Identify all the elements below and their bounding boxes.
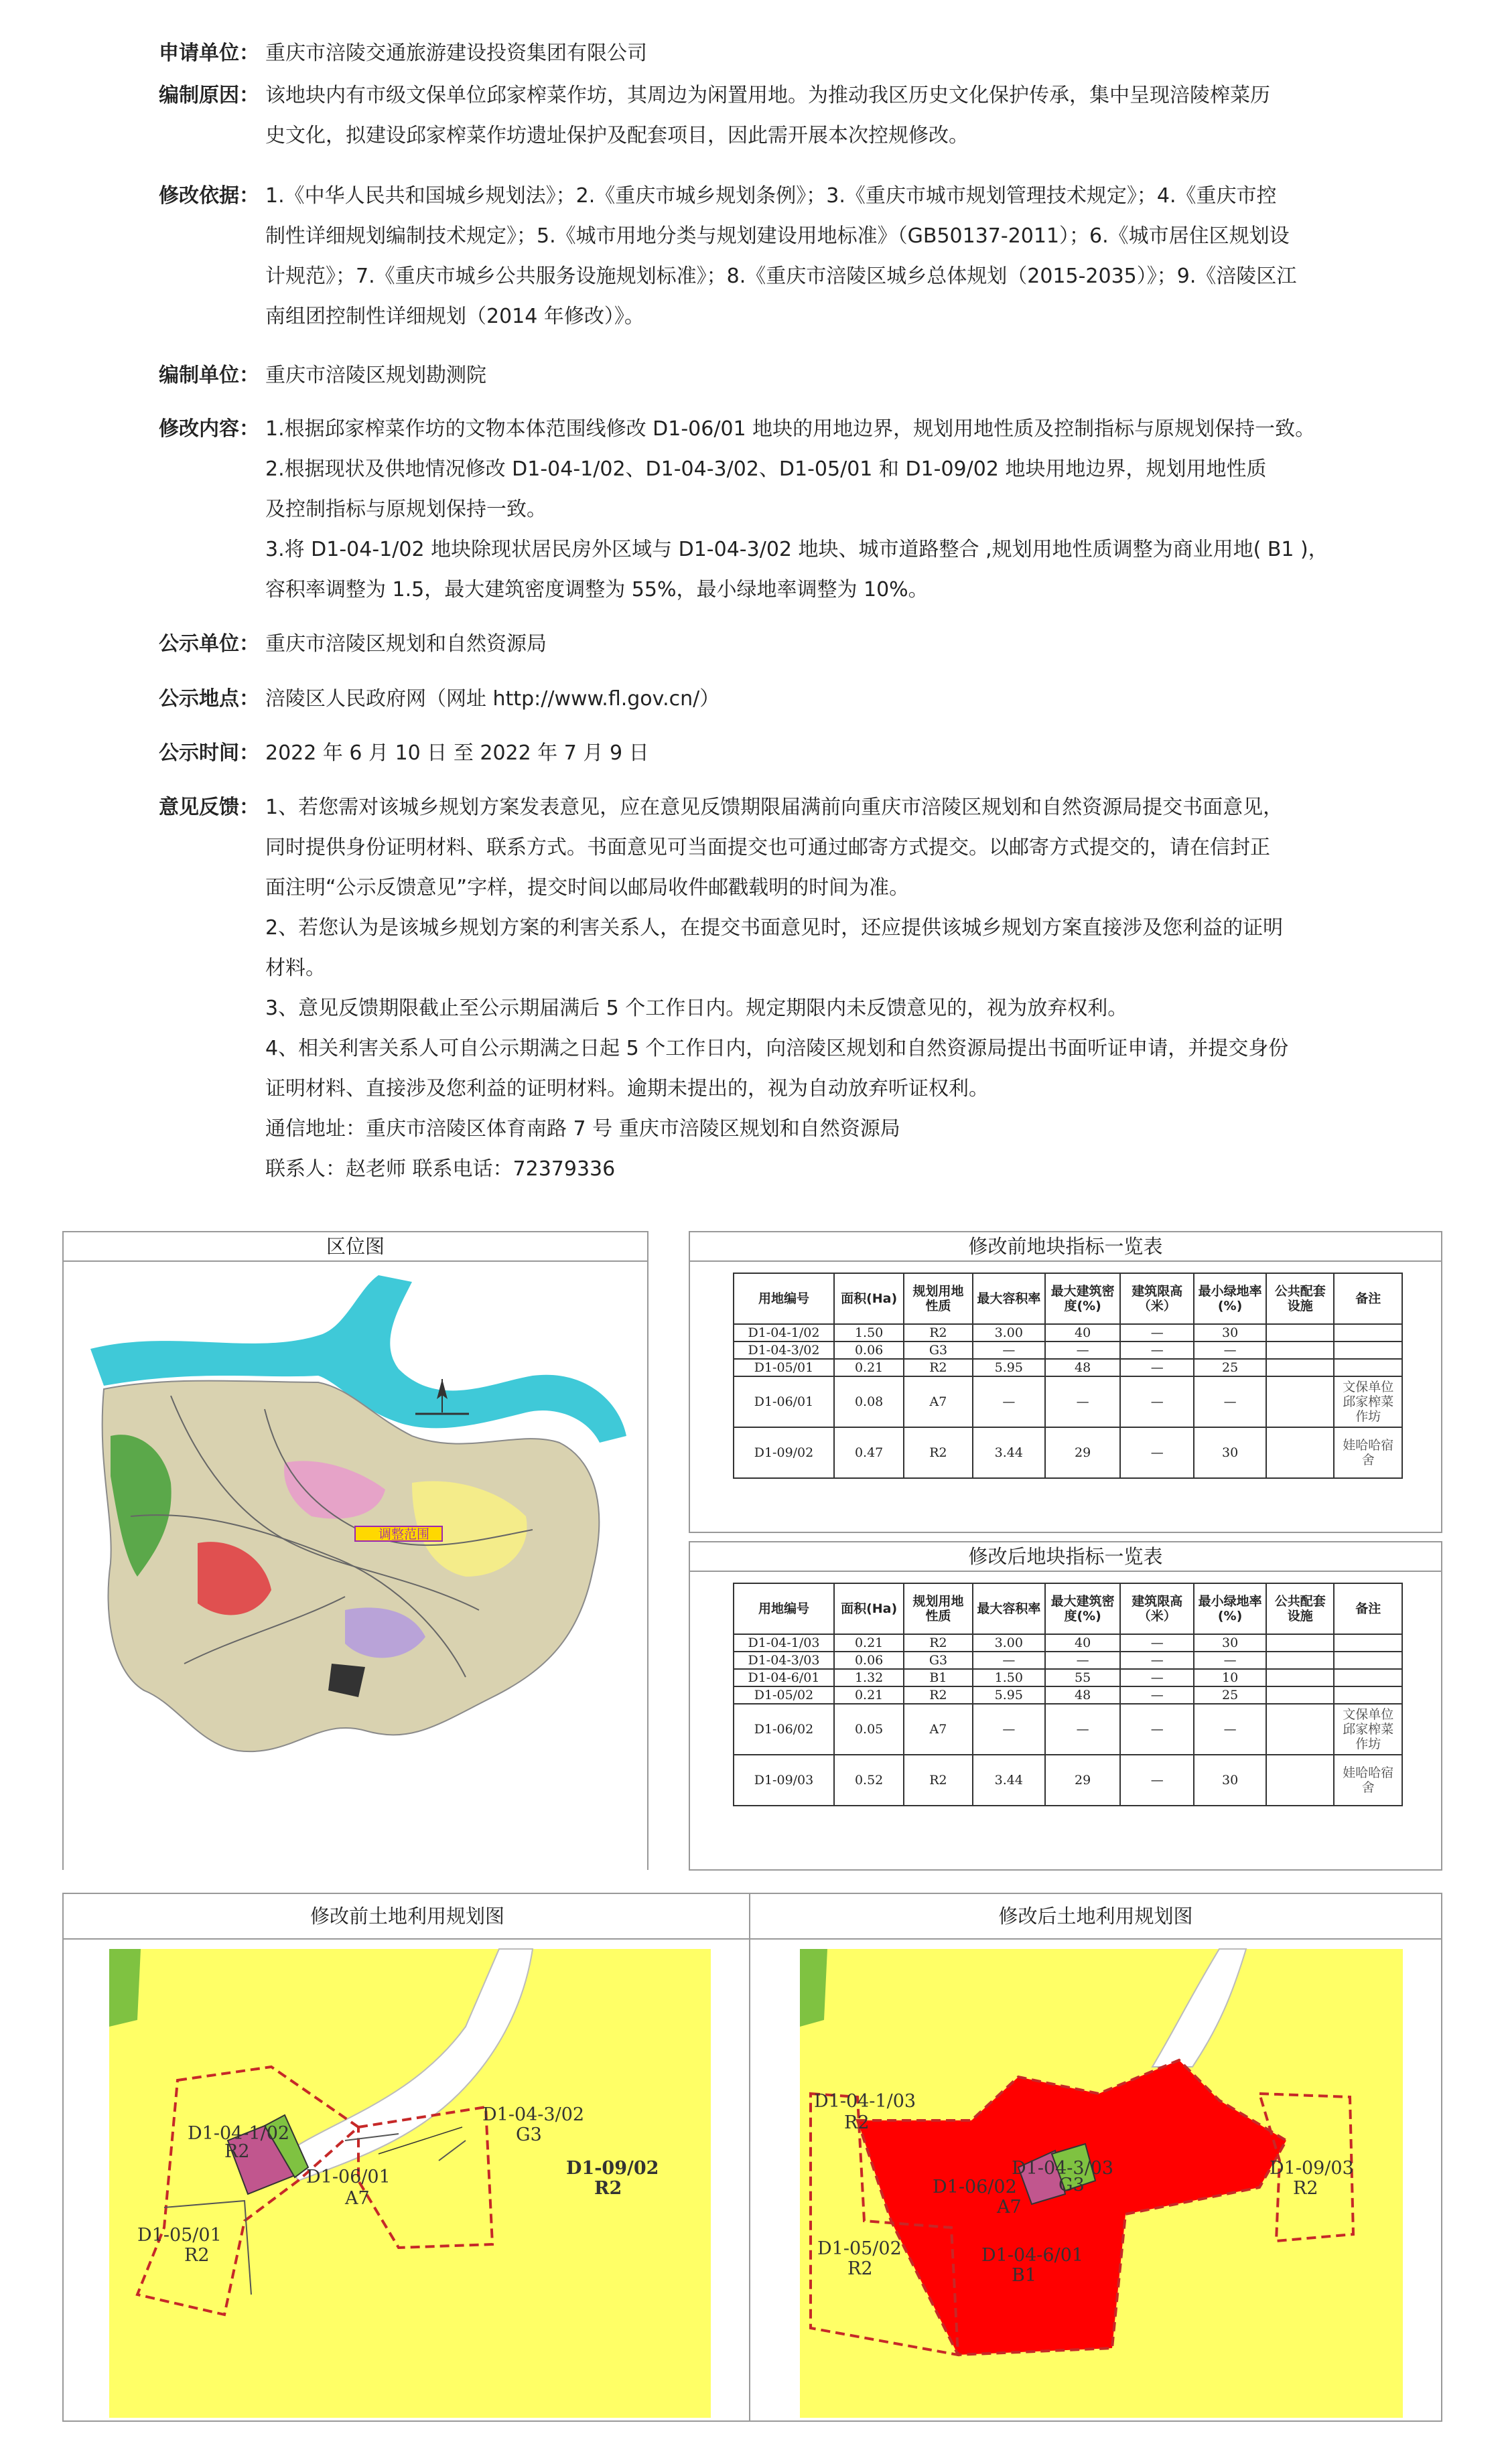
- table-cell: —: [973, 1704, 1045, 1755]
- notice-line: 面注明“公示反馈意见”字样，提交时间以邮局收件邮戳载明的时间为准。: [265, 876, 910, 899]
- location-map-title: 区位图: [64, 1232, 647, 1262]
- notice-line: 4、相关利害关系人可自公示期满之日起 5 个工作日内，向涪陵区规划和自然资源局提出书面听证申请，并提交身份: [265, 1037, 1289, 1060]
- table-cell: 1.50: [834, 1324, 904, 1342]
- table-cell: —: [1120, 1755, 1194, 1806]
- table-cell: 0.08: [834, 1376, 904, 1427]
- after-index-table: [733, 1583, 1403, 1806]
- notice-line: 及控制指标与原规划保持一致。: [265, 498, 547, 521]
- table-cell: 30: [1194, 1324, 1266, 1342]
- table-cell: —: [1120, 1376, 1194, 1427]
- table-cell: —: [973, 1376, 1045, 1427]
- notice-label: 申请单位：: [159, 42, 259, 65]
- label-p1-code: D1-04-1/03: [814, 2091, 916, 2112]
- table-header-cell: 最大容积率: [973, 1583, 1045, 1634]
- table-cell: G3: [904, 1652, 972, 1669]
- table-header-cell: 公共配套设施: [1266, 1273, 1334, 1324]
- table-cell: D1-05/01: [734, 1359, 834, 1376]
- notice-line: 通信地址：重庆市涪陵区体育南路 7 号 重庆市涪陵区规划和自然资源局: [265, 1117, 900, 1141]
- notice-row: [159, 624, 1345, 664]
- label-p4-use: R2: [847, 2258, 873, 2279]
- table-row: [734, 1376, 1402, 1427]
- table-cell: D1-04-6/01: [734, 1669, 834, 1686]
- table-cell: 1.32: [834, 1669, 904, 1686]
- label-p2-code-b: D1-06/02: [933, 2177, 1017, 2197]
- table-cell: [1334, 1634, 1402, 1652]
- table-cell: 30: [1194, 1427, 1266, 1478]
- table-cell: D1-04-1/03: [734, 1634, 834, 1652]
- table-cell: —: [973, 1342, 1045, 1359]
- table-cell: 0.06: [834, 1652, 904, 1669]
- table-header-cell: 建筑限高（米）: [1120, 1583, 1194, 1634]
- notice-line: 涪陵区人民政府网（网址 http://www.fl.gov.cn/）: [265, 687, 720, 711]
- label-p3-use: R2: [1293, 2178, 1318, 2199]
- table-cell: —: [1120, 1342, 1194, 1359]
- table-cell: 3.44: [973, 1427, 1045, 1478]
- table-cell: D1-09/03: [734, 1755, 834, 1806]
- table-header-row: [734, 1273, 1402, 1324]
- table-cell: [1266, 1342, 1334, 1359]
- table-cell: 0.21: [834, 1359, 904, 1376]
- table-cell: 30: [1194, 1755, 1266, 1806]
- table-cell: 5.95: [973, 1359, 1045, 1376]
- table-row: [734, 1652, 1402, 1669]
- table-cell: 25: [1194, 1359, 1266, 1376]
- table-header-cell: 规划用地性质: [904, 1583, 972, 1634]
- table-cell: 0.21: [834, 1634, 904, 1652]
- table-cell: G3: [904, 1342, 972, 1359]
- table-cell: [1266, 1652, 1334, 1669]
- notice-line: 史文化，拟建设邱家榨菜作坊遗址保护及配套项目，因此需开展本次控规修改。: [265, 124, 969, 147]
- table-cell: [1266, 1427, 1334, 1478]
- table-cell: D1-04-3/02: [734, 1342, 834, 1359]
- table-cell: [1266, 1755, 1334, 1806]
- notice-line: 重庆市涪陵区规划和自然资源局: [265, 632, 547, 656]
- table-cell: 0.47: [834, 1427, 904, 1478]
- label-p5-use: B1: [1012, 2265, 1037, 2286]
- table-cell: —: [1120, 1359, 1194, 1376]
- after-land-use-map: [750, 1940, 1441, 2422]
- label-p1-use: R2: [224, 2141, 250, 2162]
- notice-line: 证明材料、直接涉及您利益的证明材料。逾期未提出的，视为自动放弃听证权利。: [265, 1077, 989, 1100]
- notice-label: 编制原因：: [159, 84, 259, 107]
- table-cell: 10: [1194, 1669, 1266, 1686]
- notice-row: [159, 788, 1345, 1189]
- notice-label: 意见反馈：: [159, 796, 259, 819]
- notice-line: 3.将 D1-04-1/02 地块除现状居民房外区域与 D1-04-3/02 地块、城市道路整合 ,规划用地性质调整为商业用地( B1 )，: [265, 538, 1328, 561]
- notice-value: [265, 33, 1345, 74]
- table-row: [734, 1669, 1402, 1686]
- label-p5-use: R2: [184, 2245, 210, 2266]
- table-cell: 48: [1045, 1359, 1120, 1376]
- site-marker-label: 调整范围: [379, 1527, 430, 1542]
- notice-value: [265, 409, 1345, 610]
- table-header-cell: 最大容积率: [973, 1273, 1045, 1324]
- notice-row: [159, 33, 1345, 74]
- after-map-title: 修改后土地利用规划图: [750, 1894, 1441, 1940]
- notice-row: [159, 76, 1345, 156]
- table-cell: R2: [904, 1359, 972, 1376]
- table-cell: [1266, 1686, 1334, 1704]
- notice-row: [159, 409, 1345, 610]
- table-cell: [1266, 1359, 1334, 1376]
- table-cell: 29: [1045, 1755, 1120, 1806]
- table-row: [734, 1686, 1402, 1704]
- table-cell: [1266, 1669, 1334, 1686]
- notice-label: 修改依据：: [159, 184, 259, 208]
- table-cell: D1-04-3/03: [734, 1652, 834, 1669]
- table-cell: R2: [904, 1634, 972, 1652]
- table-cell: —: [1194, 1376, 1266, 1427]
- table-header-cell: 建筑限高（米）: [1120, 1273, 1194, 1324]
- notice-value: [265, 679, 1345, 719]
- before-map-panel: [62, 1893, 752, 2422]
- after-map-panel: [749, 1893, 1442, 2422]
- green-edge: [109, 1949, 141, 2027]
- table-cell: 1.50: [973, 1669, 1045, 1686]
- table-cell: 文保单位邱家榨菜作坊: [1334, 1704, 1402, 1755]
- table-cell: 0.05: [834, 1704, 904, 1755]
- label-p2-code: D1-04-3/03: [1012, 2158, 1114, 2179]
- notice-line: 该地块内有市级文保单位邱家榨菜作坊，其周边为闲置用地。为推动我区历史文化保护传承，集中呈现涪陵榨菜历: [265, 84, 1270, 107]
- table-cell: 40: [1045, 1634, 1120, 1652]
- notice-label: 公示地点：: [159, 687, 259, 711]
- table-cell: 0.21: [834, 1686, 904, 1704]
- green-edge: [800, 1949, 827, 2027]
- table-cell: 25: [1194, 1686, 1266, 1704]
- table-cell: 55: [1045, 1669, 1120, 1686]
- table-cell: —: [1194, 1342, 1266, 1359]
- table-cell: [1266, 1376, 1334, 1427]
- notice-value: [265, 624, 1345, 664]
- table-cell: [1266, 1324, 1334, 1342]
- table-cell: D1-09/02: [734, 1427, 834, 1478]
- table-cell: A7: [904, 1704, 972, 1755]
- table-cell: [1334, 1324, 1402, 1342]
- notice-label: 修改内容：: [159, 417, 259, 441]
- before-map-title: 修改前土地利用规划图: [64, 1894, 751, 1940]
- table-cell: 29: [1045, 1427, 1120, 1478]
- table-cell: 48: [1045, 1686, 1120, 1704]
- table-cell: A7: [904, 1376, 972, 1427]
- notice-row: [159, 176, 1345, 337]
- table-cell: D1-05/02: [734, 1686, 834, 1704]
- notice-value: [265, 733, 1345, 774]
- notice-line: 计规范》；7.《重庆市城乡公共服务设施规划标准》；8.《重庆市涪陵区城乡总体规划（2015-2035）》；9.《涪陵区江: [265, 265, 1297, 288]
- table-cell: [1334, 1359, 1402, 1376]
- label-p2-use-a: A7: [997, 2197, 1022, 2218]
- table-cell: 0.06: [834, 1342, 904, 1359]
- table-cell: —: [1045, 1704, 1120, 1755]
- table-cell: —: [1120, 1704, 1194, 1755]
- label-p4-code: D1-09/02: [566, 2158, 659, 2179]
- before-index-table: [733, 1273, 1403, 1479]
- table-cell: —: [1194, 1652, 1266, 1669]
- table-cell: [1334, 1669, 1402, 1686]
- label-p5-code: D1-04-6/01: [981, 2245, 1084, 2266]
- table-cell: —: [1120, 1427, 1194, 1478]
- notice-value: [265, 176, 1345, 337]
- notice-line: 2、若您认为是该城乡规划方案的利害关系人，在提交书面意见时，还应提供该城乡规划方案直接涉及您利益的证明: [265, 916, 1284, 940]
- table-header-row: [734, 1583, 1402, 1634]
- notice-line: 2022 年 6 月 10 日 至 2022 年 7 月 9 日: [265, 741, 649, 765]
- before-land-use-map: [64, 1940, 751, 2422]
- table-cell: 3.44: [973, 1755, 1045, 1806]
- table-header-cell: 规划用地性质: [904, 1273, 972, 1324]
- table-row: [734, 1342, 1402, 1359]
- table-cell: R2: [904, 1755, 972, 1806]
- notice-line: 2.根据现状及供地情况修改 D1-04-1/02、D1-04-3/02、D1-05/01 和 D1-09/02 地块用地边界，规划用地性质: [265, 457, 1267, 481]
- notice-line: 3、意见反馈期限截止至公示期届满后 5 个工作日内。规定期限内未反馈意见的，视为放弃权利。: [265, 997, 1128, 1020]
- after-table-title: 修改后地块指标一览表: [690, 1542, 1441, 1572]
- notice-line: 材料。: [265, 956, 326, 980]
- label-p4-use: R2: [594, 2178, 622, 2199]
- notice-line: 南组团控制性详细规划（2014 年修改）》。: [265, 305, 644, 328]
- table-cell: 5.95: [973, 1686, 1045, 1704]
- label-p1-use: R2: [844, 2112, 870, 2133]
- table-cell: —: [973, 1652, 1045, 1669]
- label-p3-use: G3: [516, 2124, 542, 2145]
- label-p4-code: D1-05/02: [817, 2238, 902, 2259]
- label-p3-code: D1-09/03: [1270, 2158, 1354, 2179]
- table-row: [734, 1324, 1402, 1342]
- table-header-cell: 面积(Ha): [834, 1583, 904, 1634]
- table-cell: —: [1194, 1704, 1266, 1755]
- label-p2-use-g: G3: [1058, 2175, 1085, 2195]
- table-cell: —: [1120, 1669, 1194, 1686]
- location-map: [64, 1262, 647, 1870]
- notice-line: 制性详细规划编制技术规定》；5.《城市用地分类与规划建设用地标准》（GB50137-2011）；6.《城市居住区规划设: [265, 224, 1290, 248]
- table-cell: D1-04-1/02: [734, 1324, 834, 1342]
- table-cell: —: [1045, 1376, 1120, 1427]
- table-header-cell: 最大建筑密度(%): [1045, 1583, 1120, 1634]
- table-cell: 0.52: [834, 1755, 904, 1806]
- table-cell: D1-06/02: [734, 1704, 834, 1755]
- notice-value: [265, 788, 1345, 1189]
- table-cell: 娃哈哈宿舍: [1334, 1755, 1402, 1806]
- label-p1-code: D1-04-1/02: [188, 2123, 290, 2144]
- table-cell: —: [1045, 1342, 1120, 1359]
- table-cell: —: [1120, 1686, 1194, 1704]
- table-cell: [1334, 1652, 1402, 1669]
- table-cell: 3.00: [973, 1634, 1045, 1652]
- after-table-panel: [689, 1541, 1442, 1871]
- table-cell: 40: [1045, 1324, 1120, 1342]
- before-table-panel: [689, 1231, 1442, 1533]
- notice-value: [265, 76, 1345, 156]
- table-cell: —: [1120, 1324, 1194, 1342]
- notice-value: [265, 356, 1345, 396]
- notice-line: 重庆市涪陵区规划勘测院: [265, 364, 486, 387]
- table-cell: [1266, 1634, 1334, 1652]
- table-row: [734, 1755, 1402, 1806]
- notice-row: [159, 679, 1345, 719]
- notice-label: 公示单位：: [159, 632, 259, 656]
- label-p5-code: D1-05/01: [137, 2225, 222, 2246]
- table-header-cell: 用地编号: [734, 1583, 834, 1634]
- table-header-cell: 面积(Ha): [834, 1273, 904, 1324]
- table-header-cell: 公共配套设施: [1266, 1583, 1334, 1634]
- table-cell: 娃哈哈宿舍: [1334, 1427, 1402, 1478]
- notice-line: 容积率调整为 1.5，最大建筑密度调整为 55%，最小绿地率调整为 10%。: [265, 578, 929, 601]
- table-header-cell: 最小绿地率(%): [1194, 1583, 1266, 1634]
- table-row: [734, 1427, 1402, 1478]
- table-cell: R2: [904, 1324, 972, 1342]
- table-cell: —: [1120, 1652, 1194, 1669]
- notice-line: 联系人：赵老师 联系电话：72379336: [265, 1157, 616, 1181]
- table-cell: [1334, 1342, 1402, 1359]
- table-cell: D1-06/01: [734, 1376, 834, 1427]
- before-table-title: 修改前地块指标一览表: [690, 1232, 1441, 1262]
- table-header-cell: 最小绿地率(%): [1194, 1273, 1266, 1324]
- notice-line: 1.根据邱家榨菜作坊的文物本体范围线修改 D1-06/01 地块的用地边界，规划用地性质及控制指标与原规划保持一致。: [265, 417, 1316, 441]
- table-cell: [1334, 1686, 1402, 1704]
- table-cell: 3.00: [973, 1324, 1045, 1342]
- notice-line: 1、若您需对该城乡规划方案发表意见，应在意见反馈期限届满前向重庆市涪陵区规划和自然资源局提交书面意见，: [265, 796, 1284, 819]
- label-p2-code: D1-06/01: [306, 2167, 391, 2187]
- table-header-cell: 最大建筑密度(%): [1045, 1273, 1120, 1324]
- table-cell: R2: [904, 1686, 972, 1704]
- notice-line: 重庆市涪陵交通旅游建设投资集团有限公司: [265, 42, 647, 65]
- notice-line: 同时提供身份证明材料、联系方式。书面意见可当面提交也可通过邮寄方式提交。以邮寄方式提交的，请在信封正: [265, 836, 1270, 859]
- table-header-cell: 备注: [1334, 1273, 1402, 1324]
- table-header-cell: 用地编号: [734, 1273, 834, 1324]
- table-cell: —: [1045, 1652, 1120, 1669]
- table-cell: —: [1120, 1634, 1194, 1652]
- table-cell: 30: [1194, 1634, 1266, 1652]
- table-cell: B1: [904, 1669, 972, 1686]
- table-row: [734, 1704, 1402, 1755]
- notice-row: [159, 733, 1345, 774]
- table-cell: R2: [904, 1427, 972, 1478]
- location-map-panel: [62, 1231, 648, 1870]
- notice-line: 1.《中华人民共和国城乡规划法》；2.《重庆市城乡规划条例》；3.《重庆市城市规划管理技术规定》；4.《重庆市控: [265, 184, 1277, 208]
- table-header-cell: 备注: [1334, 1583, 1402, 1634]
- table-cell: 文保单位邱家榨菜作坊: [1334, 1376, 1402, 1427]
- notice-label: 编制单位：: [159, 364, 259, 387]
- table-cell: [1266, 1704, 1334, 1755]
- label-p3-code: D1-04-3/02: [482, 2104, 585, 2125]
- table-row: [734, 1634, 1402, 1652]
- table-row: [734, 1359, 1402, 1376]
- notice-row: [159, 356, 1345, 396]
- label-p2-use: A7: [345, 2188, 370, 2209]
- notice-label: 公示时间：: [159, 741, 259, 765]
